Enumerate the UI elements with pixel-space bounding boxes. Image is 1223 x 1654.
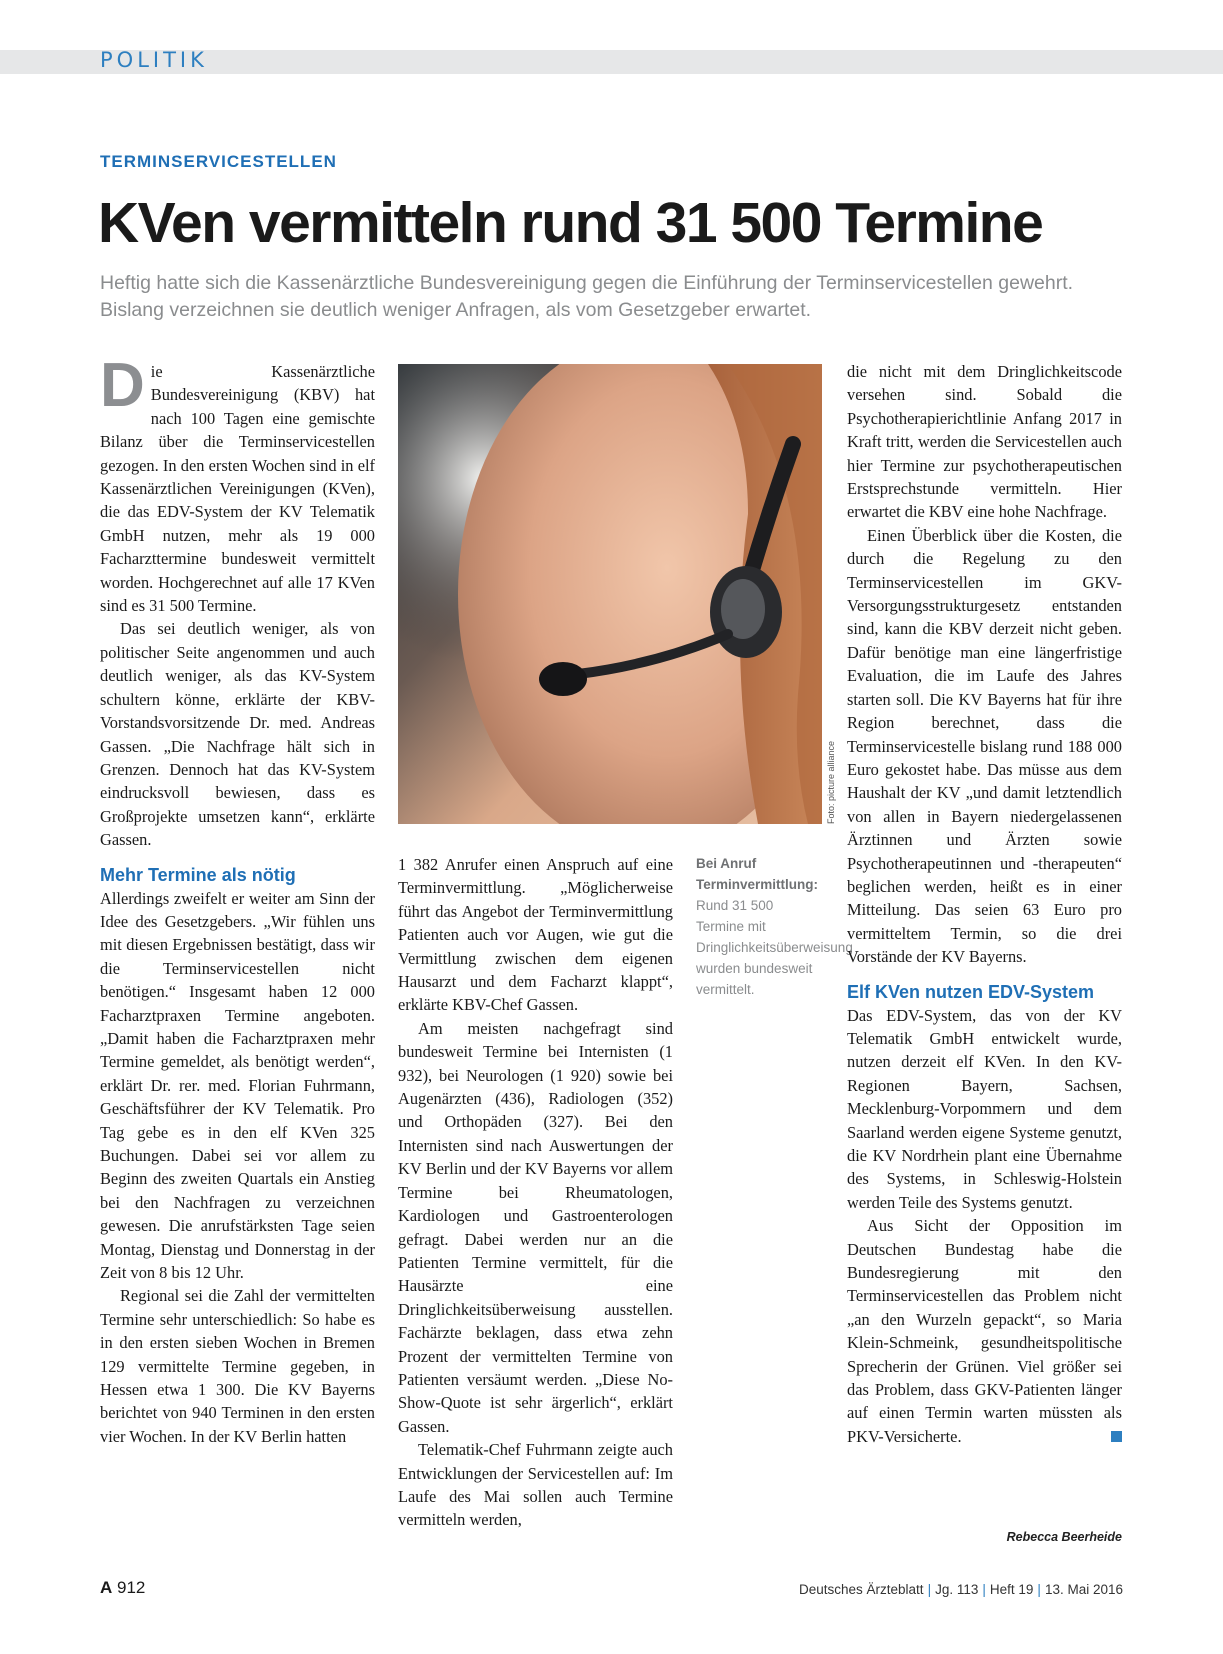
article-column-1 (100, 351, 375, 1448)
paragraph: Das sei deutlich weniger, als von politischer Seite angenommen und auch deutlich weniger, als das KV-System schultern könne, erklärte der KBV-Vorstandsvorsitzende Dr. med. Andreas Gassen. „Die Nachfrage hält sich in Grenzen. Dennoch hat das KV-System eindrucksvoll bewiesen, dass es Großprojekte umsetzen kann“, erklärte Gassen. (100, 619, 375, 850)
photo-caption (696, 853, 853, 1000)
article-kicker: TERMINSERVICESTELLEN (100, 152, 337, 171)
paragraph: Das EDV-System, das von der KV Telematik GmbH entwickelt wurde, nutzen derzeit elf KVen. In den KV-Regionen Bayern, Sachsen, Mecklenburg-Vorpommern und dem Saarland werden eigene Systeme genutzt, die KV Nordrhein plant eine Übernahme des Systems, in Schleswig-Holstein werden Teile des Systems genutzt. (847, 1005, 1122, 1212)
page-number-value: 912 (117, 1578, 146, 1597)
subheading: Elf KVen nutzen EDV-System (847, 981, 1095, 1002)
paragraph: Am meisten nachgefragt sind bundesweit Termine bei Internisten (1 932), bei Neurologen (1 920) sowie bei Augenärzten (436), Radiologen (352) und Orthopäden (327). Bei den Internisten sind nach Auswertungen der KV Berlin und der KV Bayerns vor allem Termine bei Rheumatologen, Kardiologen und Gastroenterologen gefragt. Dabei werden nur an die Patienten Termine vermittelt, für die Hausärzte eine Dringlichkeitsüberweisung ausstellen. Fachärzte beklagen, dass etwa zehn Prozent der vermittelten Termine von Patienten versäumt werden. „Diese No-Show-Quote ist sehr ärgerlich“, erklärt Gassen. (398, 1018, 673, 1436)
article-lead: Heftig hatte sich die Kassenärztliche Bundesvereinigung gegen die Einführung der Terminservicestellen gewehrt. Bislang verzeichnen sie deutlich weniger Anfragen, als vom Gesetzgeber erwartet. (100, 272, 1074, 321)
article-column-3 (847, 360, 1122, 1448)
issue: Heft 19 (989, 1582, 1034, 1597)
separator: | (1037, 1582, 1041, 1597)
paragraph (100, 351, 375, 617)
separator: | (927, 1582, 932, 1597)
page-prefix: A (100, 1578, 113, 1597)
subheading: Mehr Termine als nötig (100, 864, 296, 885)
volume: Jg. 113 (935, 1582, 979, 1597)
paragraph: Regional sei die Zahl der vermittelten Termine sehr unterschiedlich: So habe es in den ersten sieben Wochen in Bremen 129 vermittelte Termine gegeben, in Hessen etwa 1 300. Die KV Bayerns berichtet von 940 Terminen in den ersten vier Wochen. In der KV Berlin hatten (100, 1286, 375, 1446)
caption-text: Rund 31 500 Termine mit Dringlichkeitsüberweisung wurden bundesweit vermittelt. (696, 898, 853, 997)
dropcap: D (100, 351, 145, 420)
paragraph-text: ie Kassenärztliche Bundesvereinigung (KBV) hat nach 100 Tagen eine gemischte Bilanz über die Terminservicestellen gezogen. In den ersten Wochen sind in elf Kassenärztlichen Vereinigungen (KVen), die das EDV-System der KV Telematik GmbH nutzen, mehr als 19 000 Facharzttermine bundesweit vermittelt worden. Hochgerechnet auf alle 17 KVen sind es 31 500 Termine. (100, 362, 375, 616)
end-mark-icon (1111, 1431, 1122, 1442)
article-column-2 (398, 853, 673, 1532)
publication-name: Deutsches Ärzteblatt (799, 1582, 924, 1597)
paragraph-text: Aus Sicht der Opposition im Deutschen Bundestag habe die Bundesregierung mit den Terminservicestellen das Problem nicht „an den Wurzeln gepackt“, so Maria Klein-Schmeink, gesundheitspolitische Sprecherin der Grünen. Viel größer sei das Problem, dass GKV-Patienten länger auf einen Termin warten müssten als PKV-Versicherte. (847, 1216, 1122, 1446)
footer-publication-info (799, 1582, 1123, 1597)
article-headline: KVen vermitteln rund 31 500 Termine (98, 191, 1043, 255)
headset-photo-illustration (398, 364, 822, 824)
issue-date: 13. Mai 2016 (1044, 1582, 1123, 1597)
paragraph: die nicht mit dem Dringlichkeitscode versehen sind. Sobald die Psychotherapierichtlinie Anfang 2017 in Kraft tritt, werden die Servicestellen auch hier Termine zur psychotherapeutischen Erstsprechstunde vermitteln. Hier erwartet die KBV eine hohe Nachfrage. (847, 362, 1122, 522)
paragraph: Allerdings zweifelt er weiter am Sinn der Idee des Gesetzgebers. „Wir fühlen uns mit diesen Ergebnissen bestätigt, dass wir die Terminservicestellen nicht benötigen.“ Insgesamt haben 12 000 Facharztpraxen Termine angeboten. „Damit haben die Facharztpraxen mehr Termine gemeldet, als benötigt werden“, erklärt Dr. rer. med. Florian Fuhrmann, Geschäftsführer der KV Telematik. Pro Tag gebe es in den elf KVen 325 Buchungen. Dabei sei vor allem zu Beginn des zweiten Quartals ein Anstieg bei den Nachfragen zu verzeichnen gewesen. Die anrufstärksten Tage seien Montag, Dienstag und Donnerstag in der Zeit von 8 bis 12 Uhr. (100, 888, 375, 1283)
article-author: Rebecca Beerheide (1006, 1530, 1122, 1544)
paragraph (847, 1214, 1122, 1448)
photo-credit: Foto: picture alliance (826, 740, 836, 824)
paragraph: 1 382 Anrufer einen Anspruch auf eine Terminvermittlung. „Möglicherweise führt das Angebot der Terminvermittlung Patienten auch vor Augen, wie gut die Vermittlung zwischen dem eigenen Hausarzt und dem Facharzt klappt“, erklärte KBV-Chef Gassen. (398, 855, 673, 1015)
article-photo (398, 364, 822, 824)
paragraph: Telematik-Chef Fuhrmann zeigte auch Entwicklungen der Servicestellen auf: Im Laufe des Mai sollen auch Termine vermitteln werden, (398, 1440, 673, 1530)
page-number (100, 1578, 145, 1598)
caption-title: Bei Anruf Terminvermittlung: (696, 856, 819, 892)
paragraph: Einen Überblick über die Kosten, die durch die Regelung zu den Terminservicestellen im GKV-Versorgungsstrukturgesetz entstanden sind, kann die KBV derzeit nicht geben. Dafür benötige man eine längerfristige Evaluation, die im Laufe des Jahres starten soll. Die KV Bayerns hat für ihre Region berechnet, dass die Terminservicestelle bislang rund 188 000 Euro gekostet habe. Das müsse aus dem Haushalt der KV „und damit letztendlich von allen in Bayern niedergelassenen Ärztinnen und Ärzten sowie Psychotherapeutinnen und -therapeuten“ beglichen werden, heißt es in einer Mitteilung. Das seien 63 Euro pro vermitteltem Termin, so die drei Vorstände der KV Bayerns. (847, 525, 1122, 967)
separator: | (982, 1582, 986, 1597)
section-label: POLITIK (100, 48, 208, 72)
